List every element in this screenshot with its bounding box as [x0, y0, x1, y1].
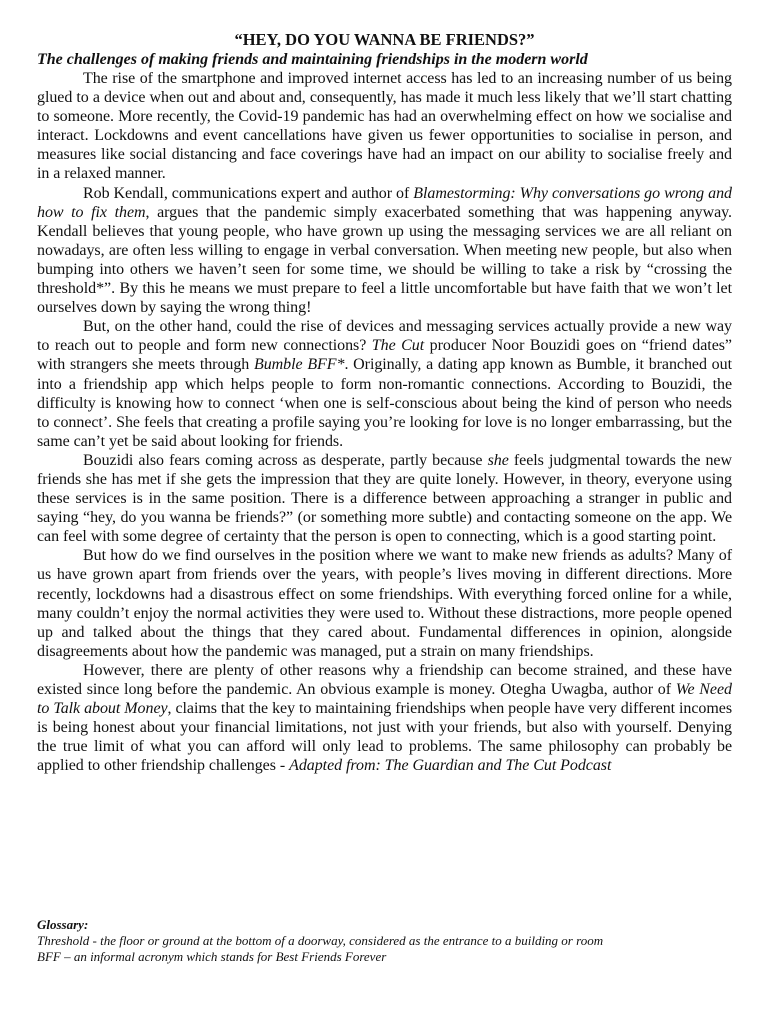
app-name-bumble-bff: Bumble BFF* — [254, 356, 345, 374]
glossary-entry-bff: BFF – an informal acronym which stands for Best Friends Forever — [37, 949, 387, 964]
paragraph-3 — [37, 317, 732, 451]
paragraph-2-text-b: , argues that the pandemic simply exacerbated something that was happening anyway. Kendall believes that young people, who have grown up using the messaging services we are all reliant on nowadays, are often less willing to engage in verbal conversation. When meeting new people, but also when bumping into others we haven’t seen for some time, we should be willing to take a risk by “crossing the threshold*”. By this he means we must prepare to feel a little uncomfortable but have faith that we won’t let ourselves down by saying the wrong thing! — [37, 203, 732, 317]
show-title-the-cut: The Cut — [371, 337, 425, 355]
glossary-heading: Glossary: — [37, 917, 89, 932]
paragraph-2 — [37, 184, 732, 318]
book-title-blamestorming: Blamestorming: Why conversations go wrong and how to fix them — [37, 184, 732, 221]
paragraph-5: But how do we find ourselves in the position where we want to make new friends as adults? Many of us have grown apart from friends over the years, with people’s lives moving in different directions. More recently, lockdowns had a disastrous effect on some friendships. With everything forced online for a while, many couldn’t enjoy the normal activities they were used to. Without these distractions, more people opened up and talked about the things that they cared about. Fundamental differences in opinion, alongside disagreements about how the pandemic was managed, put a strain on many friendships. — [37, 547, 732, 660]
source-attribution: Adapted from: The Guardian and The Cut Podcast — [289, 757, 612, 775]
emphasis-she: she — [487, 451, 509, 469]
glossary-entry-threshold: Threshold - the floor or ground at the bottom of a doorway, considered as the entrance to a building or room — [37, 933, 604, 948]
book-title-money: We Need to Talk about Money — [37, 681, 732, 718]
article-subtitle: The challenges of making friends and maintaining friendships in the modern world — [37, 51, 588, 68]
paragraph-6-text-a: However, there are plenty of other reasons why a friendship can become strained, and these have existed since long before the pandemic. An obvious example is money. Otegha Uwagba, author of — [37, 661, 732, 698]
paragraph-3-text-b: producer Noor Bouzidi goes on “friend dates” with strangers she meets through — [37, 337, 732, 374]
paragraph-3-text-c: . Originally, a dating app known as Bumble, it branched out into a friendship app which helps people to form non-romantic connections. According to Bouzidi, the difficulty is knowing how to connect ‘when one is self-conscious about being the kind of person who needs to connect’. She feels that creating a profile saying you’re looking for love is no longer embarrassing, but the same can’t yet be said about looking for friends. — [37, 356, 732, 450]
paragraph-6 — [37, 661, 732, 776]
paragraph-4-text-b: feels judgmental towards the new friends she has met if she gets the impression that they are quite lonely. However, in theory, everyone using these services is in the same position. There is a difference between approaching a stranger in public and saying “hey, do you wanna be friends?” (or something more subtle) and contacting someone on the app. We can feel with some degree of certainty that the person is open to connecting, which is a good starting point. — [37, 451, 732, 546]
paragraph-6-text-b: , claims that the key to maintaining friendships when people have very different incomes is being honest about your financial limitations, not just with your friends, but also with yourself. Denying the true limit of what you can afford will only lead to problems. The same philosophy can probably be applied to other friendship challenges - — [37, 700, 732, 775]
paragraph-4-text-a: Bouzidi also fears coming across as desperate, partly because — [83, 451, 488, 469]
paragraph-4 — [37, 451, 732, 546]
paragraph-1: The rise of the smartphone and improved internet access has led to an increasing number of us being glued to a device when out and about and, consequently, has made it much less likely that we’ll start chatting to someone. More recently, the Covid-19 pandemic has had an overwhelming effect on how we socialise and interact. Lockdowns and event cancellations have given us fewer opportunities to socialise in person, and measures like social distancing and face coverings have had an impact on our ability to socialise freely and in a relaxed manner. — [37, 70, 732, 183]
article-title: “HEY, DO YOU WANNA BE FRIENDS?” — [234, 30, 535, 49]
paragraph-3-text-a: But, on the other hand, could the rise of devices and messaging services actually provide a new way to reach out to people and form new connections? — [37, 318, 732, 355]
paragraph-2-text-a: Rob Kendall, communications expert and author of — [83, 184, 414, 202]
glossary — [37, 917, 737, 965]
